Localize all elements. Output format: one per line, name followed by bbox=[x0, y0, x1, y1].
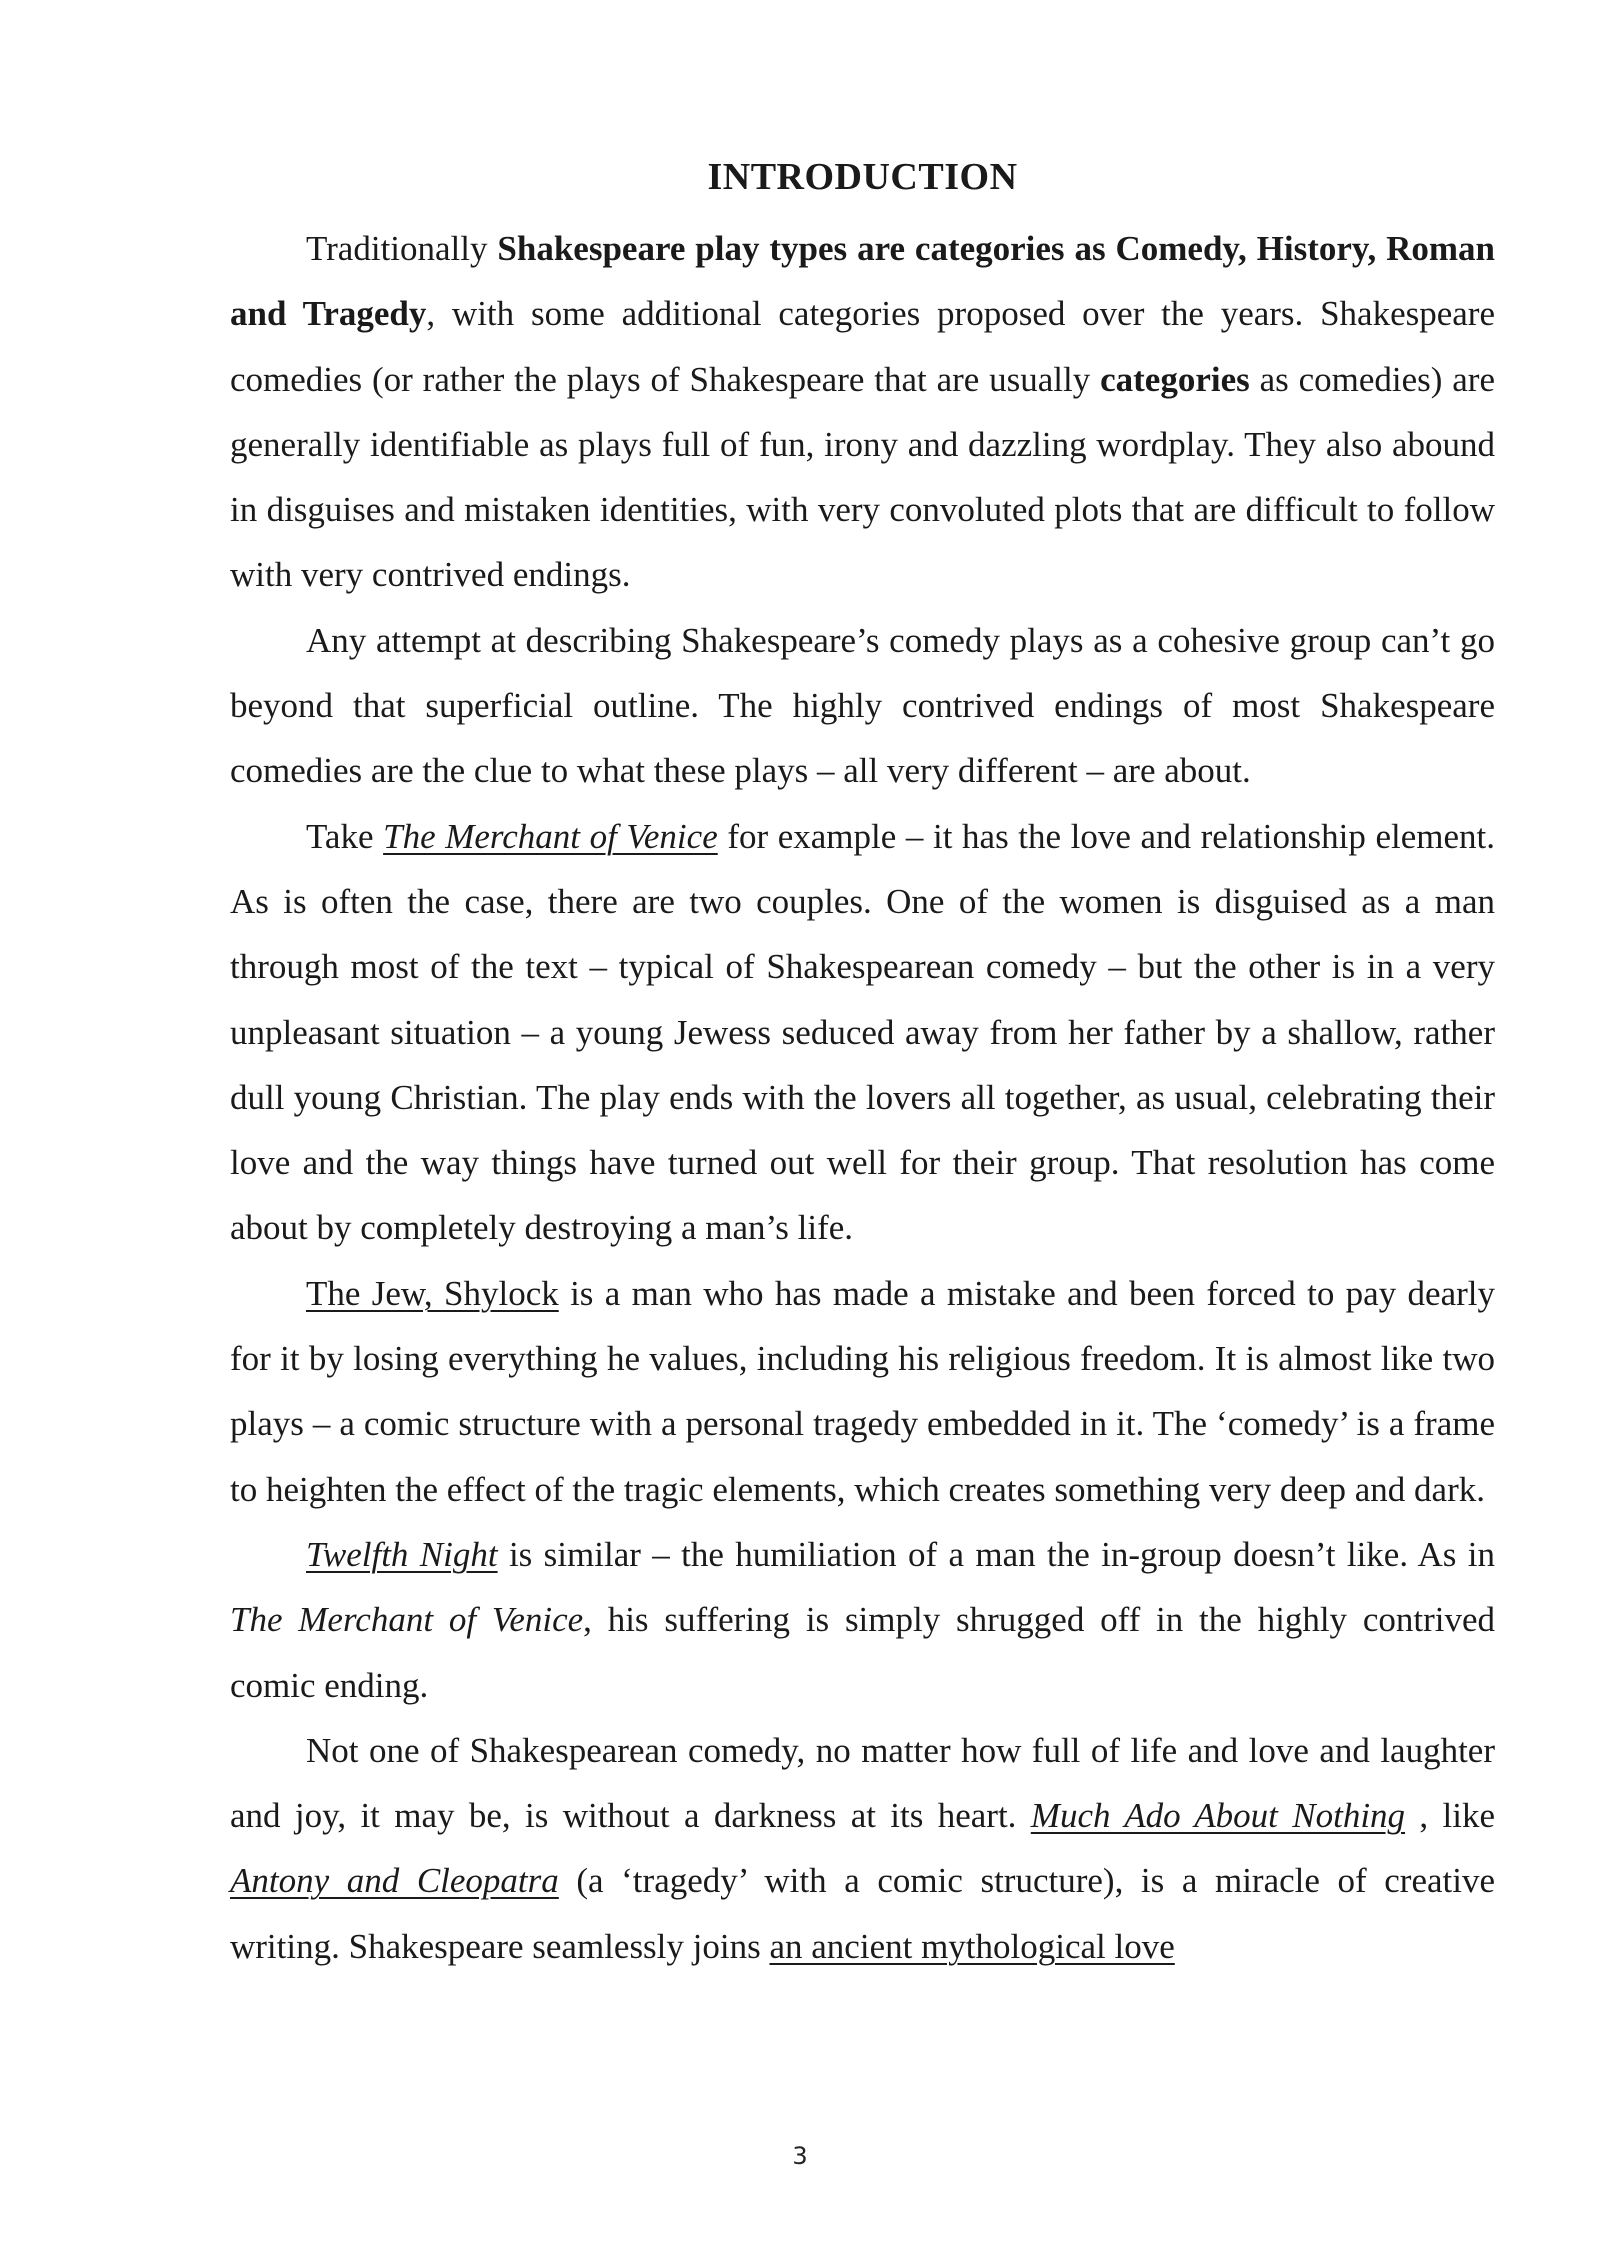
link-ancient-mythological-love[interactable]: an ancient mythological love bbox=[769, 1926, 1175, 1966]
link-merchant-of-venice[interactable]: The Merchant of Venice bbox=[383, 816, 718, 856]
link-antony-and-cleopatra[interactable]: Antony and Cleopatra bbox=[230, 1861, 559, 1901]
text-span: Traditionally bbox=[306, 229, 498, 268]
link-much-ado-about-nothing[interactable]: Much Ado About Nothing bbox=[1030, 1796, 1406, 1836]
text-span: is a man who has made a mistake and been forced to pay dearly for it by losing everything he values, including his religious freedom. It is almost like two plays – a comic structure with a personal tragedy embedded in it. The ‘comedy’ is a frame to heighten the effect of the tragic elements, which creates something very deep and dark. bbox=[230, 1273, 1495, 1509]
italic-title: The Merchant of Venice bbox=[230, 1600, 584, 1640]
text-span: as comedies) are generally identifiable as plays full of fun, irony and dazzling wordplay. They also abound in disguises and mistaken identities, with very convoluted plots that are difficult to follow with very contrived endings. bbox=[230, 359, 1495, 595]
paragraph-2 bbox=[230, 608, 1495, 804]
bold-text: categories bbox=[1100, 359, 1250, 399]
page-number: 3 bbox=[792, 2142, 808, 2170]
paragraph-3 bbox=[230, 804, 1495, 1261]
bold-text: Shakespeare play types are categories as Comedy, History, Roman and Tragedy bbox=[230, 229, 1496, 334]
text-span: Take bbox=[306, 816, 384, 856]
text-span: is similar – the humiliation of a man the in-group doesn’t like. As in bbox=[497, 1534, 1495, 1574]
paragraph-1 bbox=[230, 216, 1495, 608]
text-span: (a ‘tragedy’ with a comic structure), is a miracle of creative writing. Shakespeare seamlessly joins bbox=[230, 1861, 1495, 1966]
paragraph-5 bbox=[230, 1522, 1495, 1718]
text-span: Not one of Shakespearean comedy, no matter how full of life and love and laughter and joy, it may be, is without a darkness at its heart. bbox=[230, 1730, 1495, 1836]
text-span: , with some additional categories proposed over the years. Shakespeare comedies (or rather the plays of Shakespeare that are usually bbox=[230, 294, 1495, 399]
text-span: for example – it has the love and relationship element. As is often the case, there are two couples. One of the women is disguised as a man through most of the text – typical of Shakespearean comedy – but the other is in a very unpleasant situation – a young Jewess seduced away from her father by a shallow, rather dull young Christian. The play ends with the lovers all together, as usual, celebrating their love and the way things have turned out well for their group. That resolution has come about by completely destroying a man’s life. bbox=[230, 816, 1495, 1248]
text-span: , his suffering is simply shrugged off in the highly contrived comic ending. bbox=[230, 1600, 1495, 1705]
link-twelfth-night[interactable]: Twelfth Night bbox=[306, 1534, 498, 1574]
text-span: , like bbox=[1405, 1796, 1496, 1836]
page-title: INTRODUCTION bbox=[707, 156, 1018, 198]
text-span: Any attempt at describing Shakespeare’s comedy plays as a cohesive group can’t go beyond that superficial outline. The highly contrived endings of most Shakespeare comedies are the clue to what these plays – all very different – are about. bbox=[230, 620, 1495, 791]
link-the-jew-shylock[interactable]: The Jew, Shylock bbox=[306, 1273, 559, 1313]
paragraph-4 bbox=[230, 1261, 1495, 1522]
document-page bbox=[230, 150, 1495, 1979]
paragraph-6 bbox=[230, 1718, 1495, 1979]
